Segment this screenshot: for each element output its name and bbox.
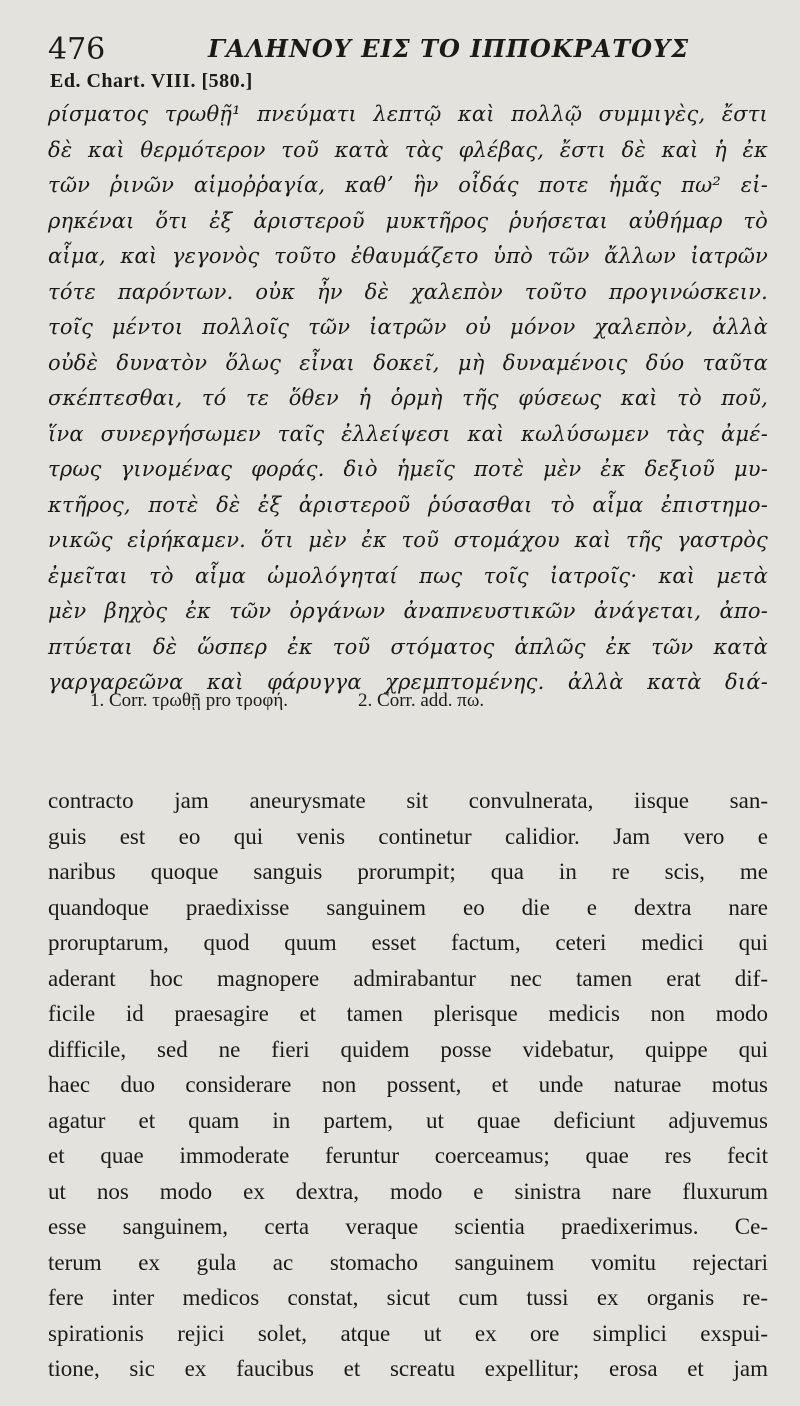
footnotes [90,690,690,712]
greek-text-line: ἵνα συνεργήσωμεν ταῖς ἐλλείψεσι καὶ κωλύσωμεν τὰς ἀμέ- [48,421,768,446]
latin-text-line: ut nos modo ex dextra, modo e sinistra nare fluxurum [48,1178,768,1204]
greek-text-line: γαργαρεῶνα καὶ φάρυγγα χρεμπτομένης. ἀλλὰ κατὰ διά- [48,670,768,694]
latin-text-line: tione, sic ex faucibus et screatu expellitur; erosa et jam [48,1356,768,1381]
latin-text-block [48,783,768,1387]
greek-text-line: αἷμα, καὶ γεγονὸς τοῦτο ἐθαυμάζετο ὑπὸ τῶν ἄλλων ἰατρῶν [48,244,768,268]
greek-text-line: οὐδὲ δυνατὸν ὅλως εἶναι δοκεῖ, μὴ δυναμένοις δύο ταῦτα [48,350,768,375]
latin-text-line: ficile id praesagire et tamen plerisque medicis non modo [48,1001,768,1026]
greek-text-line: ρηκέναι ὅτι ἐξ ἀριστεροῦ μυκτῆρος ῥυήσεται αὐθήμαρ τὸ [48,208,768,233]
greek-text-line: τότε παρόντων. οὐκ ἦν δὲ χαλεπὸν τοῦτο προγινώσκειν. [48,279,768,304]
latin-text-line: naribus quoque sanguis prorumpit; qua in re scis, me [48,859,768,884]
greek-text-line: τρως γινομένας φοράς. διὸ ἡμεῖς ποτὲ μὲν ἐκ δεξιοῦ μυ- [48,457,768,481]
greek-text-block [48,97,768,701]
greek-text-line: μὲν βηχὸς ἐκ τῶν ὀργάνων ἀναπνευστικῶν ἀνάγεται, ἀπο- [48,599,768,623]
latin-text-line: guis est eo qui venis continetur calidior. Jam vero e [48,823,768,849]
footnote-2: 2. Corr. add. πω. [358,690,485,711]
greek-text-line: ρίσματος τρωθῇ¹ πνεύματι λεπτῷ καὶ πολλῷ συμμιγὲς, ἔστι [48,102,768,126]
page-header [48,32,768,68]
latin-text-line: terum ex gula ac stomacho sanguinem vomitu rejectari [48,1249,768,1275]
latin-text-line: esse sanguinem, certa veraque scientia praedixerimus. Ce- [48,1214,768,1239]
greek-text-line: ἐμεῖται τὸ αἷμα ὡμολόγηταί πως τοῖς ἰατροῖς· καὶ μετὰ [48,563,768,588]
latin-text-line: spirationis rejici solet, atque ut ex ore simplici exspui- [48,1320,768,1346]
greek-text-line: πτύεται δὲ ὥσπερ ἐκ τοῦ στόματος ἁπλῶς ἐκ τῶν κατὰ [48,634,768,659]
greek-text-line: σκέπτεσθαι, τό τε ὅθεν ἡ ὁρμὴ τῆς φύσεως καὶ τὸ ποῦ, [48,386,768,410]
latin-text-line: difficile, sed ne fieri quidem posse videbatur, quippe qui [48,1036,768,1062]
latin-text-line: fere inter medicos constat, sicut cum tussi ex organis re- [48,1285,768,1310]
latin-text-line: et quae immoderate feruntur coerceamus; quae res fecit [48,1143,768,1168]
footnote-1: 1. Corr. τρωθῇ pro τροφή. [90,690,289,711]
greek-text-line: τῶν ῥινῶν αἱμοῤῥαγία, καθʼ ἣν οἶδάς ποτε ἡμᾶς πω² εἰ- [48,173,768,197]
latin-text-line: agatur et quam in partem, ut quae deficiunt adjuvemus [48,1107,768,1133]
greek-text-line: τοῖς μέντοι πολλοῖς τῶν ἰατρῶν οὐ μόνον χαλεπὸν, ἀλλὰ [48,315,768,339]
latin-text-line: contracto jam aneurysmate sit convulnerata, iisque san- [48,788,768,813]
latin-text-line: aderant hoc magnopere admirabantur nec tamen erat dif- [48,965,768,991]
edition-line: Ed. Chart. VIII. [580.] [50,70,253,92]
greek-text-line: δὲ καὶ θερμότερον τοῦ κατὰ τὰς φλέβας, ἔστι δὲ καὶ ἡ ἐκ [48,137,768,162]
running-title: ΓΑΛΗΝΟΥ ΕΙΣ ΤΟ ΙΠΠΟΚΡΑΤΟΥΣ [208,34,690,63]
latin-text-line: haec duo considerare non possent, et unde naturae motus [48,1072,768,1097]
greek-text-line: νικῶς εἰρήκαμεν. ὅτι μὲν ἐκ τοῦ στομάχου καὶ τῆς γαστρὸς [48,528,768,552]
page-number: 476 [48,32,106,67]
greek-text-line: κτῆρος, ποτὲ δὲ ἐξ ἀριστεροῦ ῥύσασθαι τὸ αἷμα ἐπιστημο- [48,492,768,517]
latin-text-line: proruptarum, quod quum esset factum, ceteri medici qui [48,930,768,955]
latin-text-line: quandoque praedixisse sanguinem eo die e dextra nare [48,894,768,920]
